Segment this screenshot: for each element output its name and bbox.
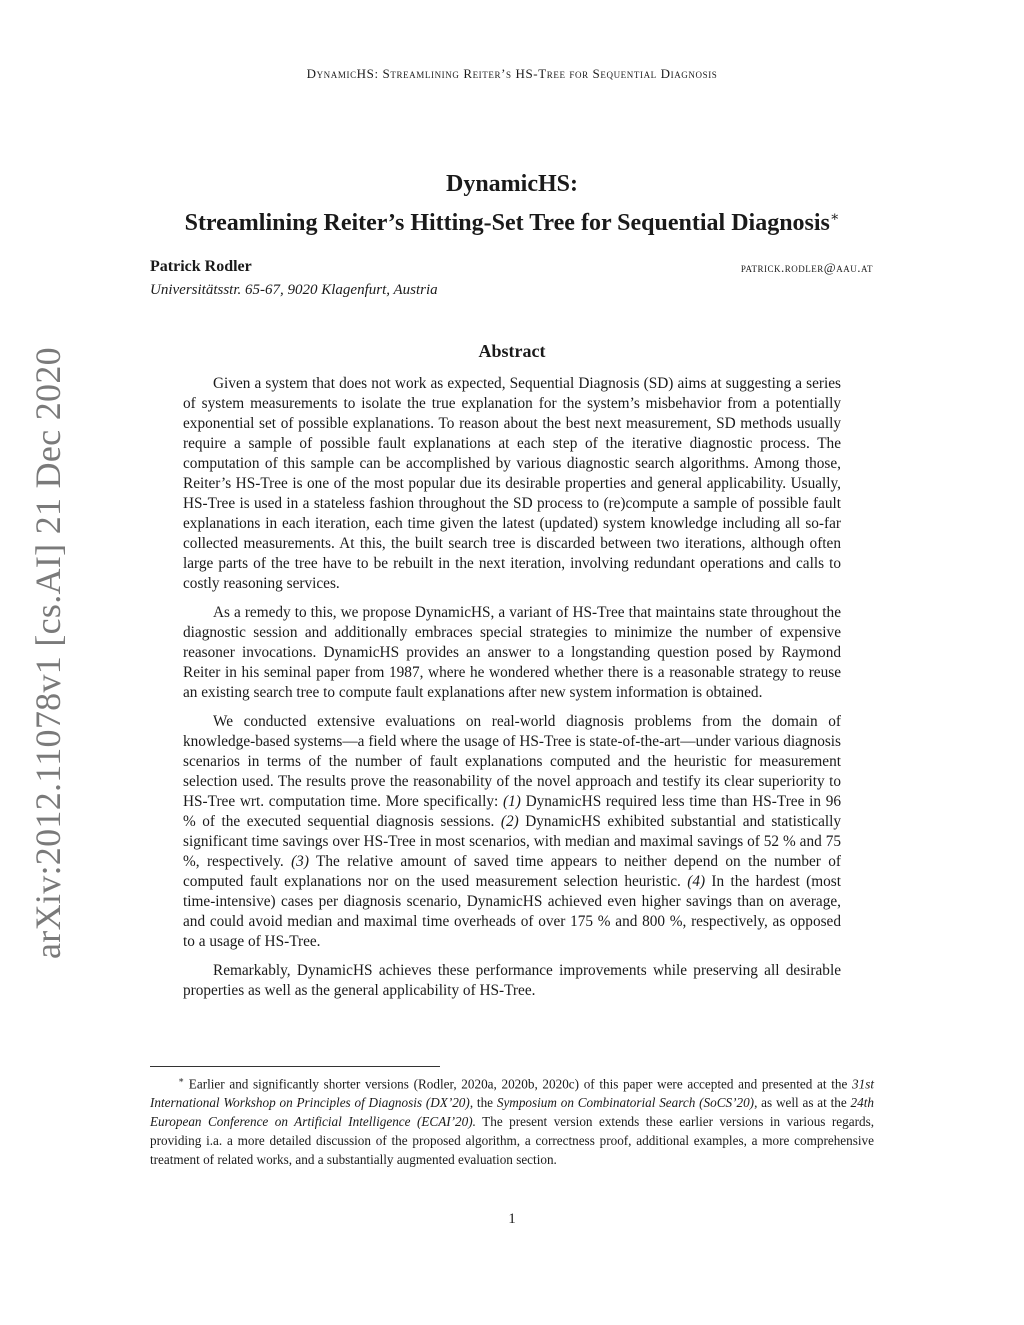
footnote-venue-dx: 31st International Workshop on Principles of Diagnosis (DX’20) [150,1076,874,1111]
arxiv-stamp-text: arXiv:2012.11078v1 [cs.AI] 21 Dec 2020 [28,346,69,959]
abstract-p3-marker-2: (2) [500,813,519,830]
abstract-p3-marker-4: (4) [687,873,706,890]
author-name: Patrick Rodler [150,258,252,275]
author-affiliation: Universitätsstr. 65-67, 9020 Klagenfurt, Austria [150,282,438,298]
footnote-venue-ecai: 24th European Conference on Artificial Intelligence (ECAI’20). [150,1095,874,1129]
arxiv-stamp [26,346,70,959]
author-email[interactable]: patrick.rodler@aau.at [740,260,873,275]
abstract-p3-text-3: DynamicHS exhibited substantial and statistically significant time savings over HS-Tree in most scenarios, with median and maximal savings of 52 % and 75 %, respectively. [183,813,842,870]
abstract-p3-text-2: DynamicHS required less time than HS-Tree in 96 % of the executed sequential diagnosis sessions. [183,793,842,830]
footnote-rule [150,1066,440,1067]
abstract-p3-marker-3: (3) [291,853,309,870]
abstract-p3-text-4: The relative amount of saved time appears to neither depend on the number of computed fault explanations nor on the used measurement selection heuristic. [183,853,841,890]
title-line-2-text: Streamlining Reiter’s Hitting-Set Tree for Sequential Diagnosis [184,210,830,236]
abstract-p3-text-1: We conducted extensive evaluations on real-world diagnosis problems from the domain of knowledge-based systems—a field where the usage of HS-Tree is state-of-the-art—under various diagnosis scenarios in terms of the number of fault explanations computed and the heuristic for measurement selection used. The results prove the reasonability of the novel approach and testify its clear superiority to HS-Tree wrt. computation time. More specifically: [183,713,841,810]
abstract-paragraph-2: As a remedy to this, we propose DynamicHS, a variant of HS-Tree that maintains state throughout the diagnostic session and additionally embraces special strategies to minimize the number of expensive reasoner invocations. DynamicHS provides an answer to a longstanding question posed by Raymond Reiter in his seminal paper from 1987, where he wondered whether there is a reasonable strategy to reuse an existing search tree to compute fault explanations after new system information is obtained. [183,604,841,701]
page-number: 1 [508,1211,516,1227]
title-footnote-mark: ∗ [829,210,840,225]
abstract-body [183,374,841,1001]
footnote-text-1: Earlier and significantly shorter versions (Rodler, 2020a, 2020b, 2020c) of this paper were accepted and presented at the [184,1076,853,1092]
footnote-mark: ∗ [178,1075,185,1085]
title-line-1: DynamicHS: [446,171,578,197]
footnote-paragraph [150,1071,874,1169]
title-line-2 [0,201,1024,240]
abstract-heading: Abstract [478,341,546,361]
running-head: DynamicHS: Streamlining Reiter’s HS-Tree for Sequential Diagnosis [306,66,718,81]
footnote-text-3: , as well as at the [754,1095,851,1111]
abstract-paragraph-1: Given a system that does not work as expected, Sequential Diagnosis (SD) aims at suggesting a series of system measurements to isolate the true explanation for the system’s misbehavior from a potentially exponential set of possible explanations. To reason about the best next measurement, SD methods usually require a sample of possible fault explanations at each step of the iterative diagnostic process. The computation of this sample can be accomplished by various diagnostic search algorithms. Among those, Reiter’s HS-Tree is one of the most popular due its desirable properties and general applicability. Usually, HS-Tree is used in a stateless fashion throughout the SD process to (re)compute a sample of possible fault explanations in each iteration, each time given the latest (updated) system knowledge including all so-far collected measurements. At this, the built search tree is discarded between two iterations, although often large parts of the tree have to be rebuilt in the next iteration, involving redundant operations and calls to costly reasoning services. [183,375,841,592]
abstract-p3-marker-1: (1) [503,793,521,810]
footnote-venue-socs: Symposium on Combinatorial Search (SoCS’20) [496,1095,755,1111]
footnote-text-4: The present version extends these earlier versions in various regards, providing i.a. a more detailed discussion of the proposed algorithm, a correctness proof, additional examples, a more comprehensive treatment of related works, and a substantially augmented evaluation section. [150,1113,874,1167]
abstract-paragraph-3 [183,712,841,952]
abstract-paragraph-4: Remarkably, DynamicHS achieves these performance improvements while preserving all desirable properties as well as the general applicability of HS-Tree. [183,962,841,999]
paper-title [0,168,1024,240]
footnote-text-2: , the [469,1095,497,1111]
abstract-p3-text-5: In the hardest (most time-intensive) cases per diagnosis scenario, DynamicHS achieved even higher savings than on average, and could avoid median and maximal time overheads of over 175 % and 800 %, respectively, as opposed to a usage of HS-Tree. [183,873,841,950]
footnote [150,1071,874,1169]
